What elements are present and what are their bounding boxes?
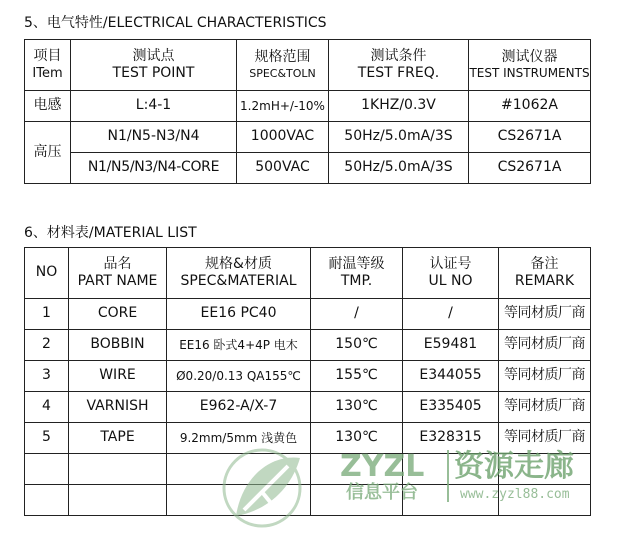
cell-ul-no [403, 485, 499, 516]
cell-spec: 500VAC [237, 153, 329, 184]
cell-remark [499, 485, 591, 516]
cell-spec: 1.2mH+/-10% [237, 91, 329, 122]
cell-tmp: 150℃ [311, 330, 403, 361]
cell-part-name: BOBBIN [69, 330, 167, 361]
cell-remark: 等同材质厂商 [499, 361, 591, 392]
cell-part-name: VARNISH [69, 392, 167, 423]
header-spec: 规格范围 SPEC&TOLN [237, 40, 329, 91]
cell-remark: 等同材质厂商 [499, 330, 591, 361]
table-row [25, 91, 591, 122]
electrical-characteristics-table [24, 39, 591, 184]
cell-tmp: 155℃ [311, 361, 403, 392]
table-row [25, 122, 591, 153]
cell-spec [167, 485, 311, 516]
header-spec-material: 规格&材质 SPEC&MATERIAL [167, 248, 311, 299]
table-row [25, 392, 591, 423]
cell-spec [167, 454, 311, 485]
cell-test-point: N1/N5/N3/N4-CORE [71, 153, 237, 184]
watermark-title: 资源走廊 [454, 449, 574, 484]
watermark-url: www.zyzl88.com [460, 487, 570, 502]
cell-spec: Ø0.20/0.13 QA155℃ [167, 361, 311, 392]
cell-test-point: L:4-1 [71, 91, 237, 122]
cell-test-freq: 1KHZ/0.3V [329, 91, 469, 122]
cell-ul-no: E59481 [403, 330, 499, 361]
material-list-table [24, 247, 591, 516]
cell-part-name [69, 485, 167, 516]
cell-tmp: 130℃ [311, 392, 403, 423]
header-test-point: 测试点 TEST POINT [71, 40, 237, 91]
section-6-title: 6、材料表/MATERIAL LIST [24, 225, 197, 241]
cell-no [25, 454, 69, 485]
cell-no: 2 [25, 330, 69, 361]
table-row-empty [25, 454, 591, 485]
table-row [25, 153, 591, 184]
cell-instrument: CS2671A [469, 122, 591, 153]
cell-part-name: TAPE [69, 423, 167, 454]
table-row [25, 330, 591, 361]
cell-no: 3 [25, 361, 69, 392]
cell-ul-no: E328315 [403, 423, 499, 454]
cell-spec: EE16 PC40 [167, 299, 311, 330]
cell-part-name [69, 454, 167, 485]
cell-instrument: CS2671A [469, 153, 591, 184]
cell-ul-no: E335405 [403, 392, 499, 423]
header-remark: 备注 REMARK [499, 248, 591, 299]
cell-tmp [311, 485, 403, 516]
cell-tmp: / [311, 299, 403, 330]
cell-spec: 1000VAC [237, 122, 329, 153]
cell-no: 4 [25, 392, 69, 423]
cell-ul-no [403, 454, 499, 485]
header-item: 项目 ITem [25, 40, 71, 91]
header-no: NO [25, 248, 69, 299]
table-header-row [25, 40, 591, 91]
cell-ul-no: / [403, 299, 499, 330]
cell-instrument: #1062A [469, 91, 591, 122]
watermark-subtitle: 信息平台 [346, 482, 418, 503]
cell-no: 1 [25, 299, 69, 330]
cell-test-freq: 50Hz/5.0mA/3S [329, 153, 469, 184]
cell-spec: 9.2mm/5mm 浅黄色 [167, 423, 311, 454]
cell-no [25, 485, 69, 516]
cell-part-name: WIRE [69, 361, 167, 392]
cell-remark: 等同材质厂商 [499, 423, 591, 454]
cell-test-freq: 50Hz/5.0mA/3S [329, 122, 469, 153]
cell-no: 5 [25, 423, 69, 454]
watermark-brand: ZYZL [340, 449, 425, 484]
cell-test-point: N1/N5-N3/N4 [71, 122, 237, 153]
cell-tmp: 130℃ [311, 423, 403, 454]
table-header-row [25, 248, 591, 299]
cell-item: 高压 [25, 122, 71, 184]
table-row-empty [25, 485, 591, 516]
header-test-instruments: 测试仪器 TEST INSTRUMENTS [469, 40, 591, 91]
section-5-title: 5、电气特性/ELECTRICAL CHARACTERISTICS [24, 15, 327, 31]
table-row [25, 423, 591, 454]
cell-spec: EE16 卧式4+4P 电木 [167, 330, 311, 361]
cell-tmp [311, 454, 403, 485]
cell-remark: 等同材质厂商 [499, 299, 591, 330]
table-row [25, 299, 591, 330]
cell-ul-no: E344055 [403, 361, 499, 392]
cell-item: 电感 [25, 91, 71, 122]
cell-remark: 等同材质厂商 [499, 392, 591, 423]
header-ul-no: 认证号 UL NO [403, 248, 499, 299]
cell-spec: E962-A/X-7 [167, 392, 311, 423]
cell-remark [499, 454, 591, 485]
table-row [25, 361, 591, 392]
header-part-name: 品名 PART NAME [69, 248, 167, 299]
cell-part-name: CORE [69, 299, 167, 330]
header-test-freq: 测试条件 TEST FREQ. [329, 40, 469, 91]
header-tmp: 耐温等级 TMP. [311, 248, 403, 299]
